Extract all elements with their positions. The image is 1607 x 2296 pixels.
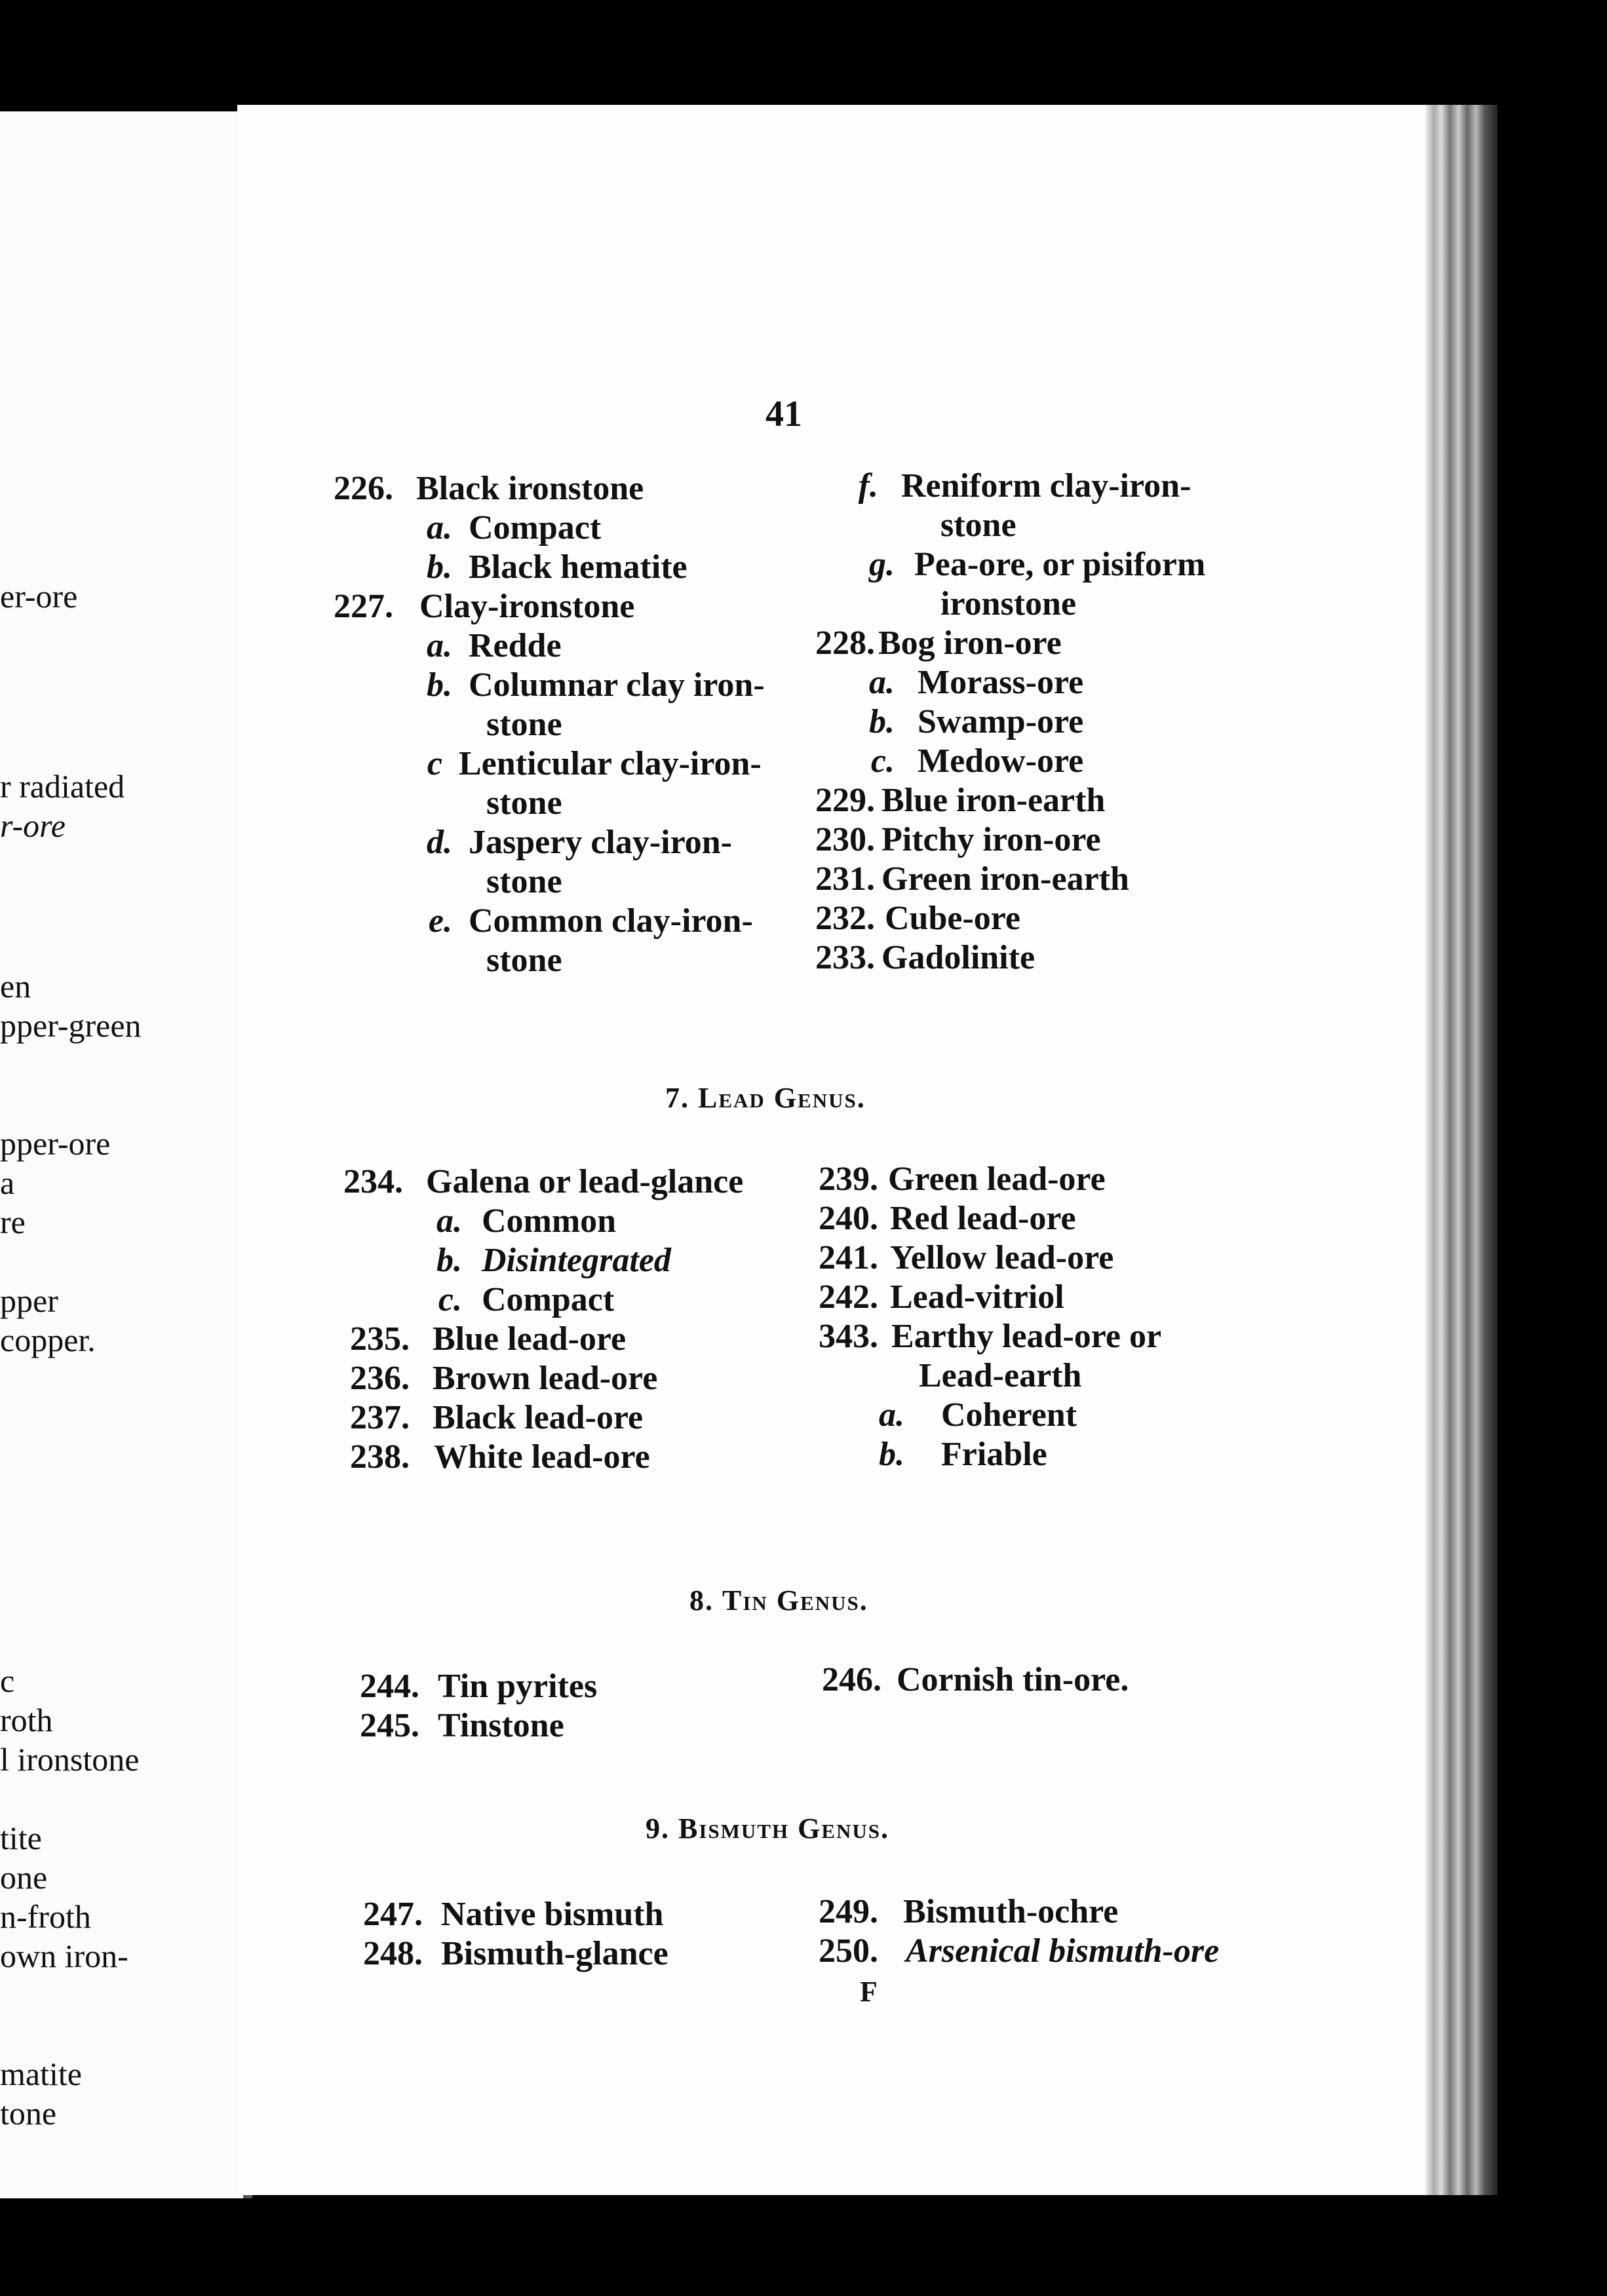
left-fragment: en	[0, 968, 31, 1004]
entry-number: 242.	[819, 1278, 878, 1316]
entry-text: Pitchy iron-ore	[881, 821, 1101, 858]
entry-number: 228.	[815, 624, 875, 662]
entry-number: 244.	[360, 1668, 419, 1705]
signature-mark: F	[860, 1976, 878, 2008]
entry-number: 230.	[815, 821, 875, 858]
entry-text: Columnar clay iron-	[469, 666, 765, 704]
entry-number: e.	[428, 902, 452, 940]
entry-text: stone	[940, 507, 1016, 544]
entry-number: b.	[427, 548, 452, 586]
entry-text: stone	[486, 942, 562, 979]
entry-number: 238.	[350, 1438, 410, 1476]
left-fragment: pper-ore	[0, 1125, 111, 1162]
entry-number: f.	[858, 467, 878, 505]
section-number: 8.	[689, 1584, 714, 1617]
entry-text: Reniform clay-iron-	[901, 467, 1191, 505]
entry-text: Black hematite	[469, 548, 687, 586]
entry-text: ironstone	[940, 585, 1077, 622]
entry-text: Coherent	[941, 1396, 1077, 1434]
left-fragment: tone	[0, 2095, 57, 2132]
entry-text: Bismuth-glance	[441, 1935, 668, 1972]
left-fragment: re	[0, 1204, 26, 1240]
left-fragment: one	[0, 1859, 48, 1896]
entry-text: Brown lead-ore	[433, 1360, 658, 1397]
entry-number: a.	[869, 664, 895, 701]
section-name: Lead Genus.	[698, 1082, 866, 1114]
left-fragment: er-ore	[0, 578, 78, 615]
entry-number: 250.	[819, 1932, 878, 1970]
entry-text: Common clay-iron-	[469, 902, 753, 940]
entry-number: 226.	[334, 470, 393, 507]
left-fragment: l ironstone	[0, 1741, 140, 1778]
entry-number: 232.	[815, 900, 875, 937]
entry-number: c.	[438, 1281, 462, 1318]
left-fragment: r radiated	[0, 768, 125, 805]
entry-text: Gadolinite	[881, 939, 1036, 976]
entry-text: Pea-ore, or pisiform	[914, 546, 1206, 583]
entry-text: Compact	[482, 1281, 615, 1318]
left-fragment: r-ore	[0, 807, 66, 844]
entry-text: Bog iron-ore	[878, 624, 1062, 662]
section-name: Bismuth Genus.	[678, 1812, 890, 1845]
entry-text: Yellow lead-ore	[890, 1239, 1114, 1276]
entry-number: 249.	[819, 1893, 878, 1930]
section-number: 9.	[646, 1812, 670, 1845]
entry-text: stone	[486, 863, 562, 900]
entry-number: 245.	[360, 1707, 419, 1744]
entry-number: b.	[879, 1436, 904, 1473]
entry-number: 234.	[343, 1163, 403, 1200]
entry-number: c	[427, 745, 442, 782]
entry-number: a.	[427, 509, 452, 546]
entry-text: stone	[486, 784, 562, 822]
entry-number: 231.	[815, 860, 875, 898]
entry-text: stone	[486, 706, 562, 743]
entry-text: White lead-ore	[434, 1438, 650, 1476]
entry-text: Redde	[469, 627, 562, 664]
entry-number: 241.	[819, 1239, 878, 1276]
left-fragment: pper-green	[0, 1007, 142, 1044]
entry-text: Tin pyrites	[438, 1668, 598, 1705]
entry-text: Morass-ore	[918, 664, 1084, 701]
entry-text: Lenticular clay-iron-	[459, 745, 762, 782]
entry-number: 239.	[819, 1160, 878, 1198]
entry-number: a.	[879, 1396, 904, 1434]
entry-number: 248.	[363, 1935, 423, 1972]
entry-text: Red lead-ore	[890, 1200, 1076, 1237]
entry-number: 227.	[334, 588, 393, 625]
section-title-lead	[665, 1081, 866, 1115]
entry-text: Lead-earth	[919, 1357, 1082, 1394]
section-number: 7.	[665, 1082, 689, 1114]
page-edge	[1425, 105, 1498, 2195]
entry-text: Medow-ore	[918, 742, 1084, 780]
entry-text: Green lead-ore	[888, 1160, 1106, 1198]
entry-text: Friable	[941, 1436, 1047, 1473]
entry-text: Black ironstone	[416, 470, 644, 507]
entry-text: Earthy lead-ore or	[891, 1318, 1162, 1355]
entry-number: 246.	[822, 1661, 881, 1698]
entry-text: Green iron-earth	[881, 860, 1129, 898]
entry-text: Arsenical bismuth-ore	[906, 1932, 1220, 1970]
entry-number: 235.	[350, 1320, 410, 1358]
left-fragment: roth	[0, 1702, 53, 1738]
left-fragment: matite	[0, 2056, 82, 2092]
entry-number: 229.	[815, 782, 875, 819]
entry-number: 240.	[819, 1200, 878, 1237]
entry-number: b.	[436, 1242, 462, 1279]
entry-number: 237.	[350, 1399, 410, 1436]
entry-number: b.	[869, 703, 895, 740]
left-fragment: n-froth	[0, 1898, 91, 1935]
entry-number: a.	[427, 627, 452, 664]
left-fragment: tite	[0, 1820, 42, 1856]
entry-number: 343.	[819, 1318, 878, 1355]
entry-text: Swamp-ore	[918, 703, 1084, 740]
section-title-bismuth	[646, 1812, 889, 1845]
left-fragment: pper	[0, 1282, 58, 1319]
entry-number: a.	[436, 1202, 462, 1240]
entry-text: Bismuth-ochre	[903, 1893, 1119, 1930]
entry-text: Common	[482, 1202, 617, 1240]
left-page	[0, 111, 252, 2198]
entry-text: Cube-ore	[885, 900, 1021, 937]
entry-text: Clay-ironstone	[419, 588, 635, 625]
page-number: 41	[765, 394, 802, 434]
entry-text: Tinstone	[438, 1707, 564, 1744]
entry-text: Galena or lead-glance	[426, 1163, 744, 1200]
entry-text: Black lead-ore	[433, 1399, 644, 1436]
left-fragment: copper.	[0, 1322, 96, 1358]
entry-number: g.	[869, 546, 895, 583]
entry-number: 247.	[363, 1896, 423, 1933]
entry-number: b.	[427, 666, 452, 704]
entry-number: 236.	[350, 1360, 410, 1397]
entry-text: Blue iron-earth	[881, 782, 1106, 819]
entry-number: 233.	[815, 939, 875, 976]
left-fragment: a	[0, 1164, 15, 1201]
entry-text: Compact	[469, 509, 602, 546]
left-fragment: c	[0, 1662, 15, 1699]
entry-text: Cornish tin-ore.	[897, 1661, 1129, 1698]
right-page	[237, 105, 1482, 2195]
section-title-tin	[689, 1584, 868, 1617]
entry-text: Native bismuth	[441, 1896, 664, 1933]
entry-number: c.	[870, 742, 895, 780]
entry-text: Jaspery clay-iron-	[469, 824, 732, 861]
left-fragment: own iron-	[0, 1938, 128, 1974]
entry-text: Blue lead-ore	[433, 1320, 627, 1358]
section-name: Tin Genus.	[722, 1584, 868, 1617]
entry-number: d.	[427, 824, 452, 861]
entry-text: Lead-vitriol	[890, 1278, 1064, 1316]
entry-text: Disintegrated	[482, 1242, 671, 1279]
